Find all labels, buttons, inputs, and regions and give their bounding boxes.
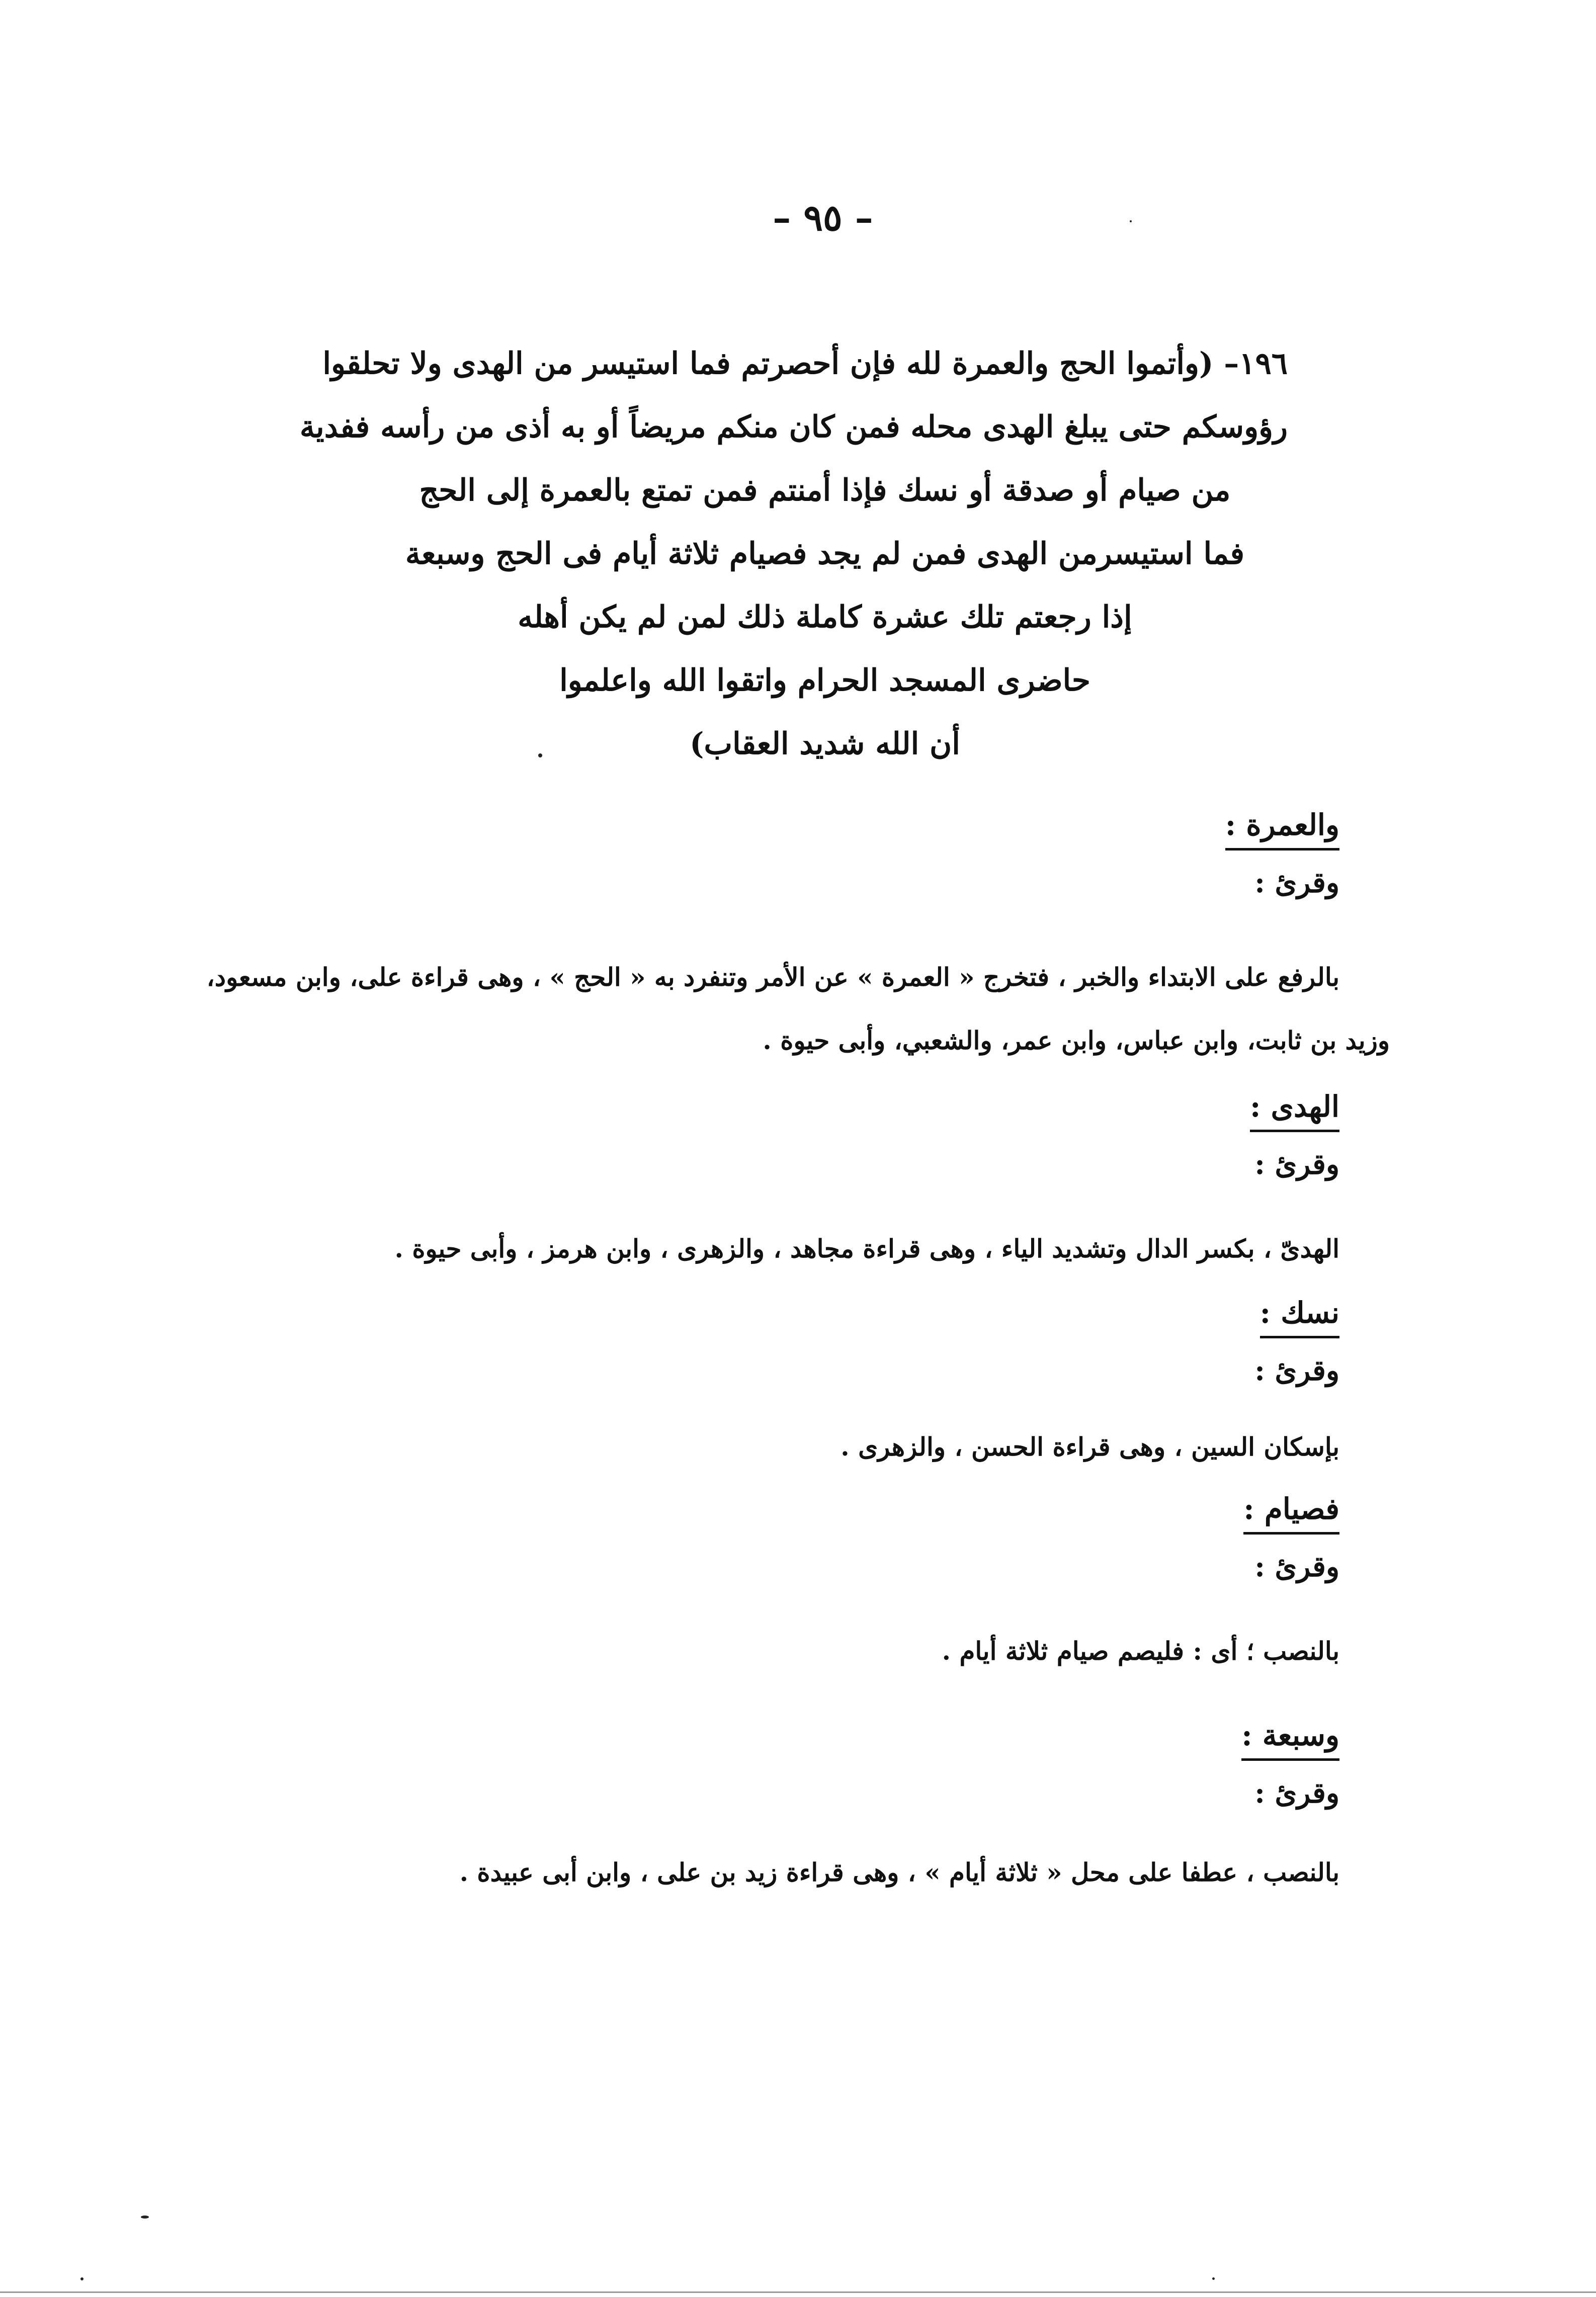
entry-word: نسك : xyxy=(1260,1293,1339,1338)
entry-heading-block xyxy=(1241,1715,1339,1813)
verse-line: حاضرى المسجد الحرام واتقوا الله واعلموا xyxy=(559,663,1090,698)
entry-word: الهدى : xyxy=(1250,1086,1339,1132)
verse-line: أن الله شديد العقاب) xyxy=(690,726,960,761)
verse-line: فما استيسرمن الهدى فمن لم يجد فصيام ثلاثة أيام فى الحج وسبعة xyxy=(405,536,1245,571)
entry-word: والعمرة : xyxy=(1225,805,1339,850)
entry-heading-block xyxy=(1250,1086,1339,1184)
reading-label: وقرئ : xyxy=(1254,1148,1339,1181)
scan-speck xyxy=(141,2216,149,2219)
entry-text: بالنصب ؛ أى : فليصم صيام ثلاثة أيام . xyxy=(942,1636,1339,1666)
page-number: – ٩٥ – xyxy=(773,196,873,239)
entry-word: وسبعة : xyxy=(1241,1715,1339,1761)
page-bottom-edge xyxy=(0,2291,1596,2293)
entry-text: الهدىّ ، بكسر الدال وتشديد الياء ، وهى قراءة مجاهد ، والزهرى ، وابن هرمز ، وأبى حيوة . xyxy=(394,1234,1339,1263)
scan-speck xyxy=(1212,2277,1215,2280)
quran-verse xyxy=(299,332,1288,776)
entry-text: بإسكان السين ، وهى قراءة الحسن ، والزهرى . xyxy=(841,1432,1339,1462)
reading-label: وقرئ : xyxy=(1254,1354,1339,1387)
entry-heading-block xyxy=(1225,805,1339,903)
entry-text: بالنصب ، عطفا على محل « ثلاثة أيام » ، وهى قراءة زيد بن على ، وابن أبى عبيدة . xyxy=(459,1857,1339,1887)
scan-speck xyxy=(80,2277,83,2280)
entry-text: وزيد بن ثابت، وابن عباس، وابن عمر، والشعبي، وأبى حيوة . xyxy=(763,1026,1390,1055)
entry-word: فصيام : xyxy=(1243,1489,1339,1535)
reading-label: وقرئ : xyxy=(1254,1550,1339,1583)
entry-heading-block xyxy=(1243,1489,1339,1587)
verse-line: رؤوسكم حتى يبلغ الهدى محله فمن كان منكم مريضاً أو به أذى من رأسه ففدية xyxy=(299,409,1288,445)
verse-line: من صيام أو صدقة أو نسك فإذا أمنتم فمن تمتع بالعمرة إلى الحج xyxy=(419,473,1231,508)
reading-label: وقرئ : xyxy=(1254,866,1339,899)
reading-label: وقرئ : xyxy=(1254,1776,1339,1810)
entry-heading-block xyxy=(1254,1293,1339,1391)
scan-speck xyxy=(538,753,542,757)
verse-line: ١٩٦– (وأتموا الحج والعمرة لله فإن أحصرتم فما استيسر من الهدى ولا تحلقوا xyxy=(322,346,1288,381)
entry-text: بالرفع على الابتداء والخبر ، فتخرج « العمرة » عن الأمر وتنفرد به « الحج » ، وهى قراءة على، وابن مسعود، xyxy=(206,962,1339,992)
scan-speck xyxy=(1130,220,1132,222)
verse-line: إذا رجعتم تلك عشرة كاملة ذلك لمن لم يكن أهله xyxy=(518,600,1132,635)
